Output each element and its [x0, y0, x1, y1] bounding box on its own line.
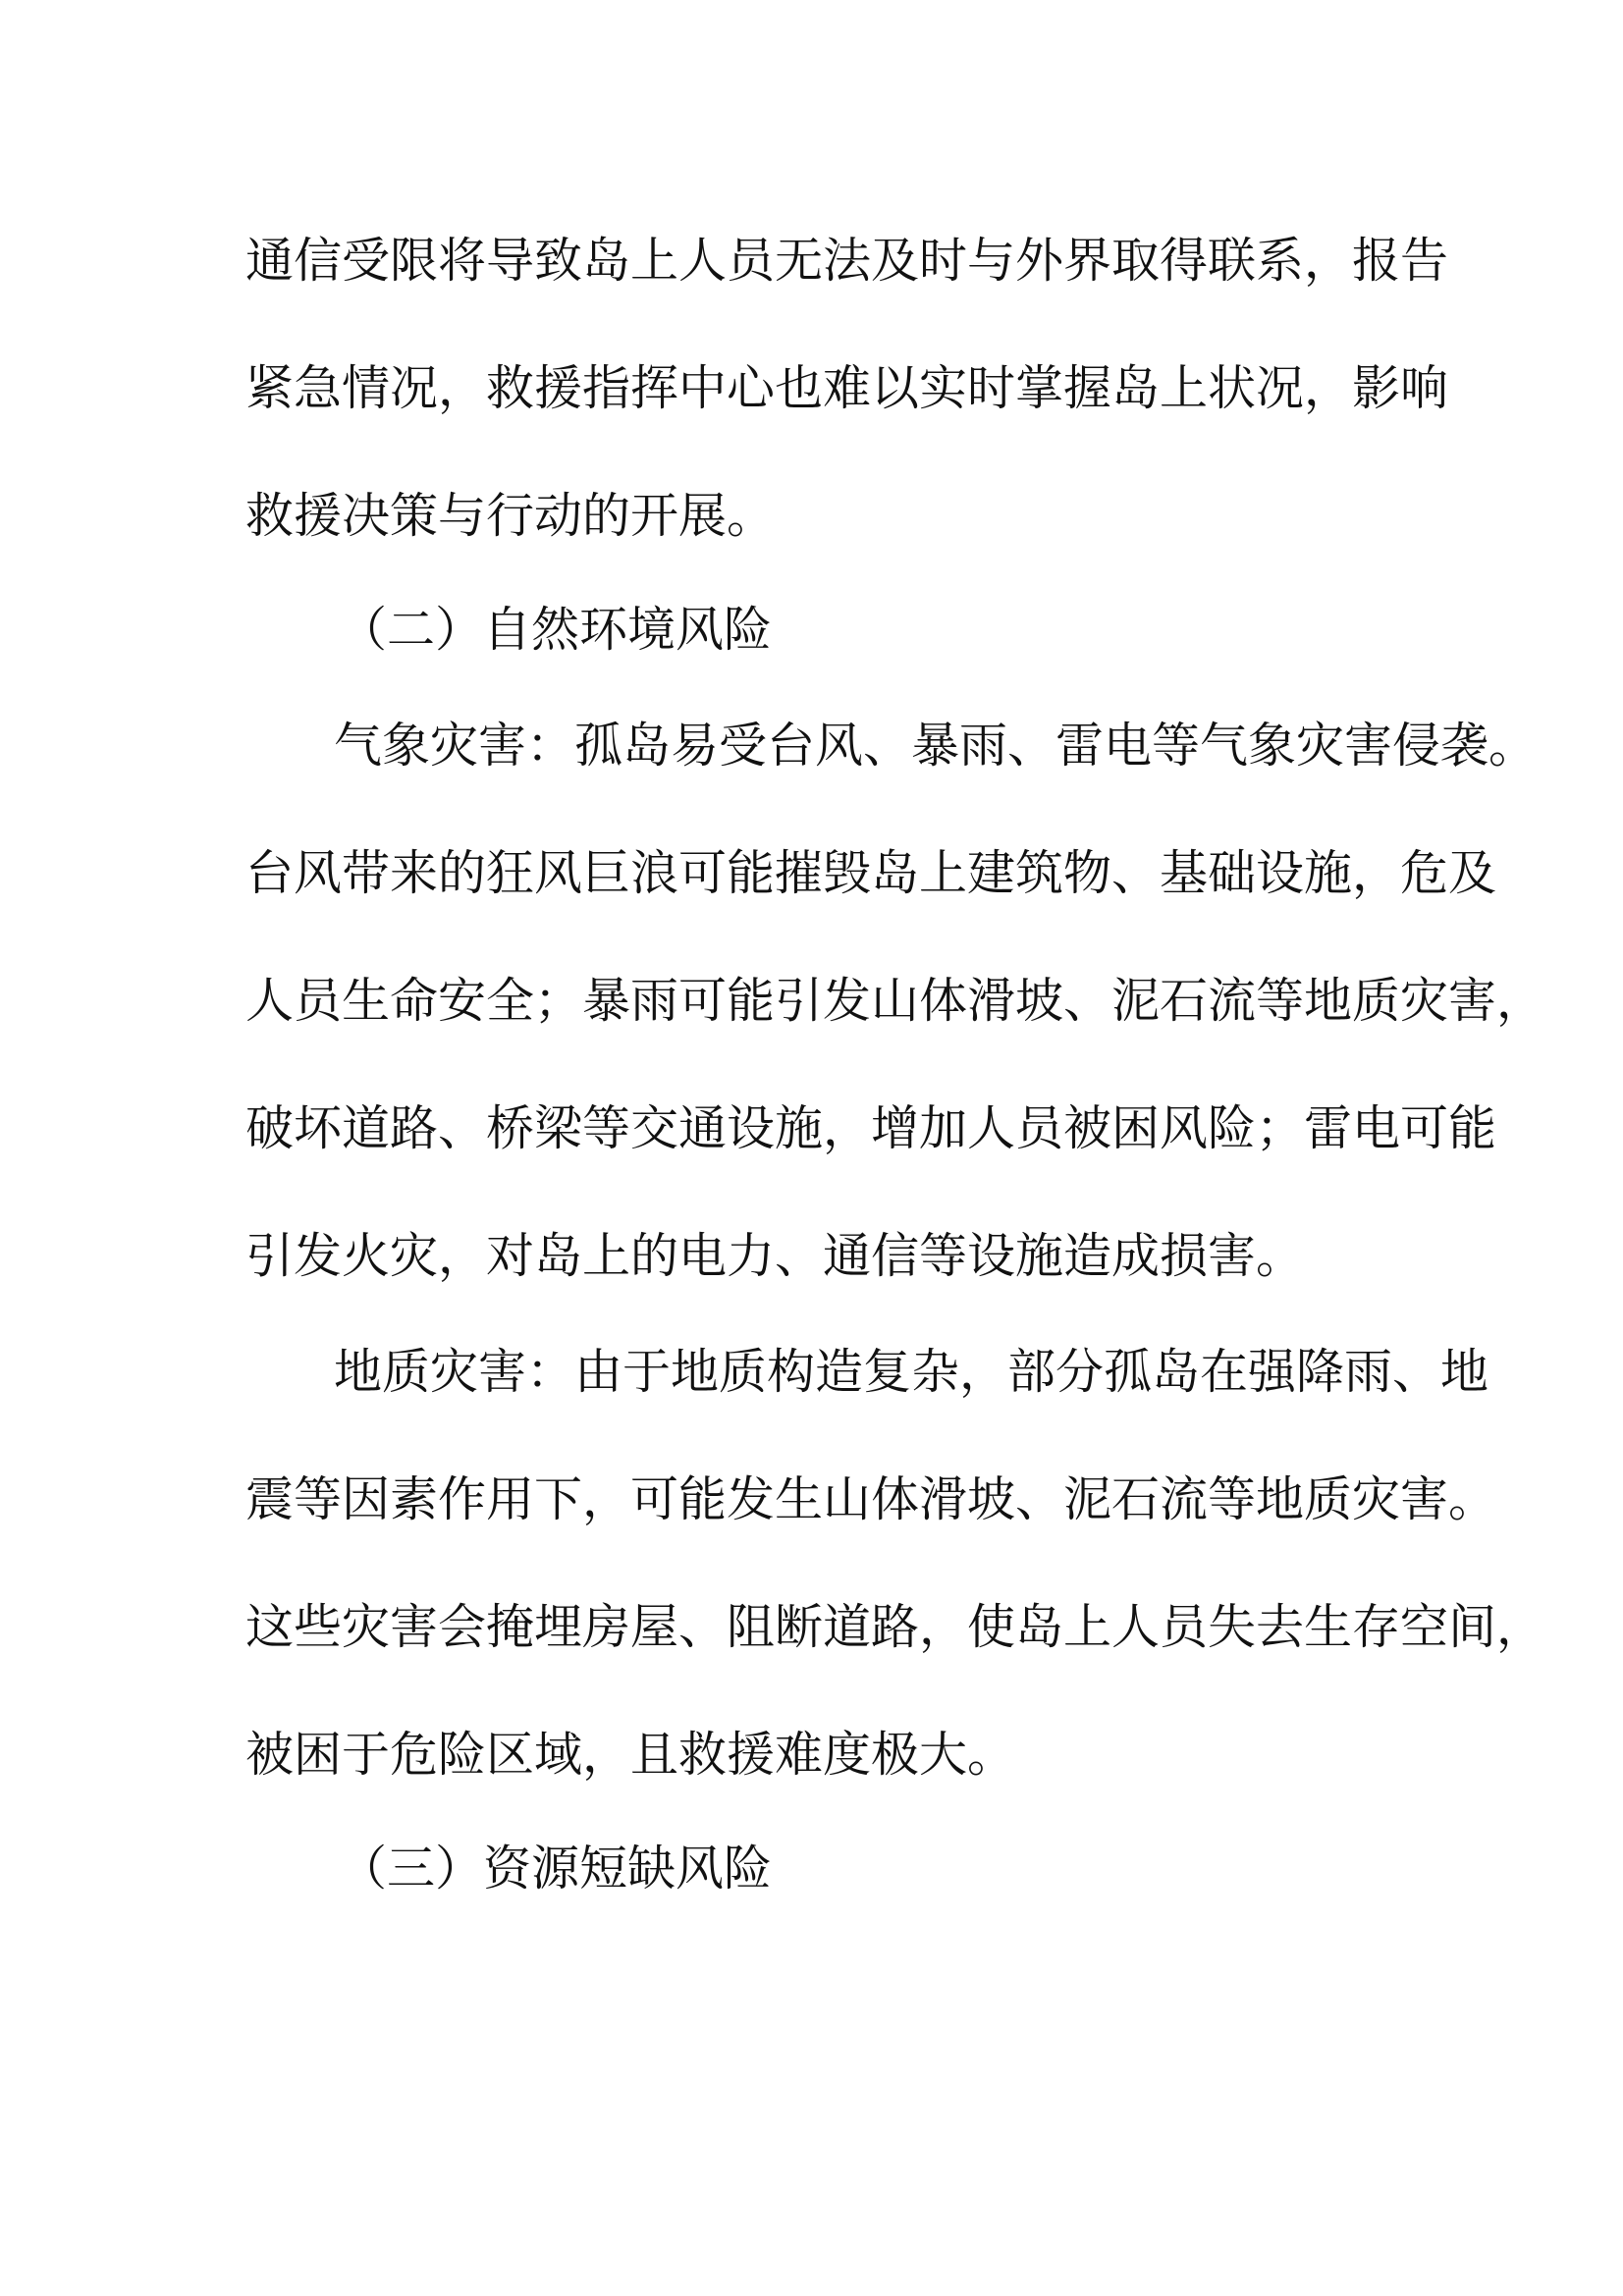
paragraph-line: 震等因素作用下，可能发生山体滑坡、泥石流等地质灾害。	[245, 1471, 1497, 1527]
paragraph-line: 被困于危险区域，且救援难度极大。	[245, 1727, 1016, 1783]
paragraph-line: 这些灾害会掩埋房屋、阻断道路，使岛上人员失去生存空间，	[245, 1599, 1545, 1655]
paragraph-line: 破坏道路、桥梁等交通设施，增加人员被困风险；雷电可能	[245, 1100, 1497, 1156]
section-heading: （三）资源短缺风险	[339, 1841, 773, 1896]
paragraph-line: 地质灾害：由于地质构造复杂，部分孤岛在强降雨、地	[334, 1344, 1489, 1400]
paragraph-line: 引发火灾，对岛上的电力、通信等设施造成损害。	[245, 1228, 1305, 1284]
paragraph-line: 通信受限将导致岛上人员无法及时与外界取得联系，报告	[245, 233, 1449, 289]
paragraph-line: 人员生命安全；暴雨可能引发山体滑坡、泥石流等地质灾害，	[245, 973, 1545, 1029]
paragraph-line: 紧急情况，救援指挥中心也难以实时掌握岛上状况，影响	[245, 360, 1449, 416]
paragraph-line: 台风带来的狂风巨浪可能摧毁岛上建筑物、基础设施，危及	[245, 845, 1497, 901]
section-heading: （二）自然环境风险	[339, 602, 773, 658]
paragraph-line: 救援决策与行动的开展。	[245, 488, 776, 544]
paragraph-line: 气象灾害：孤岛易受台风、暴雨、雷电等气象灾害侵袭。	[334, 718, 1538, 774]
